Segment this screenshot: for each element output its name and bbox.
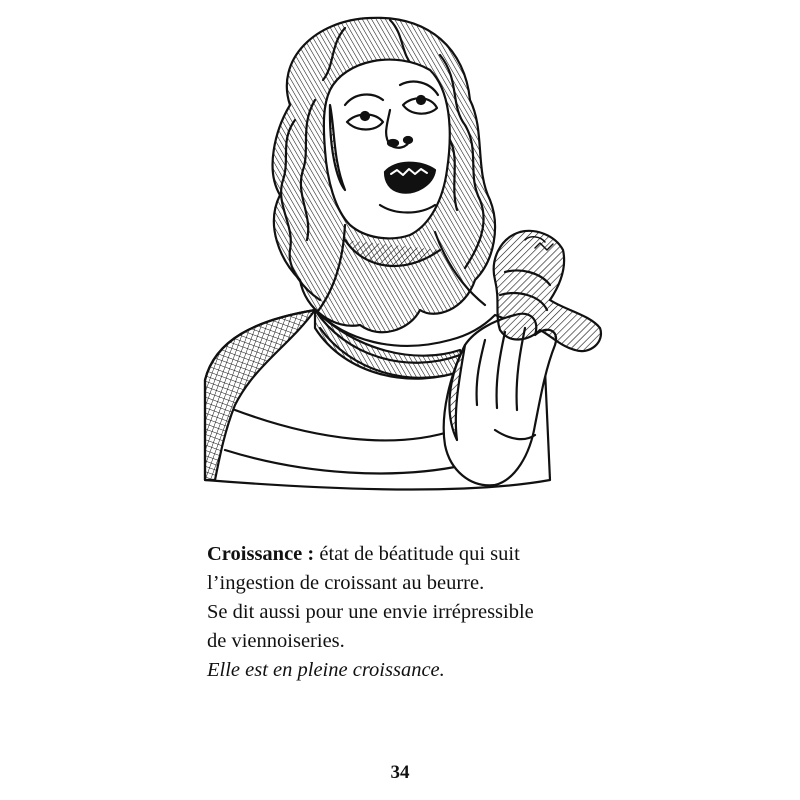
page-number: 34 — [390, 762, 410, 783]
definition-text: état de béatitude qui suit — [319, 543, 520, 565]
entry-term: Croissance : — [207, 543, 315, 565]
dictionary-entry — [207, 540, 627, 685]
definition-line-3: Se dit aussi pour une envie irrépressible — [207, 601, 534, 623]
definition-line-1 — [207, 540, 627, 569]
definition-line-2: l’ingestion de croissant au beurre. — [207, 572, 485, 594]
illustration-woman-eating-croissant — [195, 10, 610, 505]
usage-example: Elle est en pleine croissance. — [207, 659, 445, 681]
definition-line-4: de viennoiseries. — [207, 630, 345, 652]
